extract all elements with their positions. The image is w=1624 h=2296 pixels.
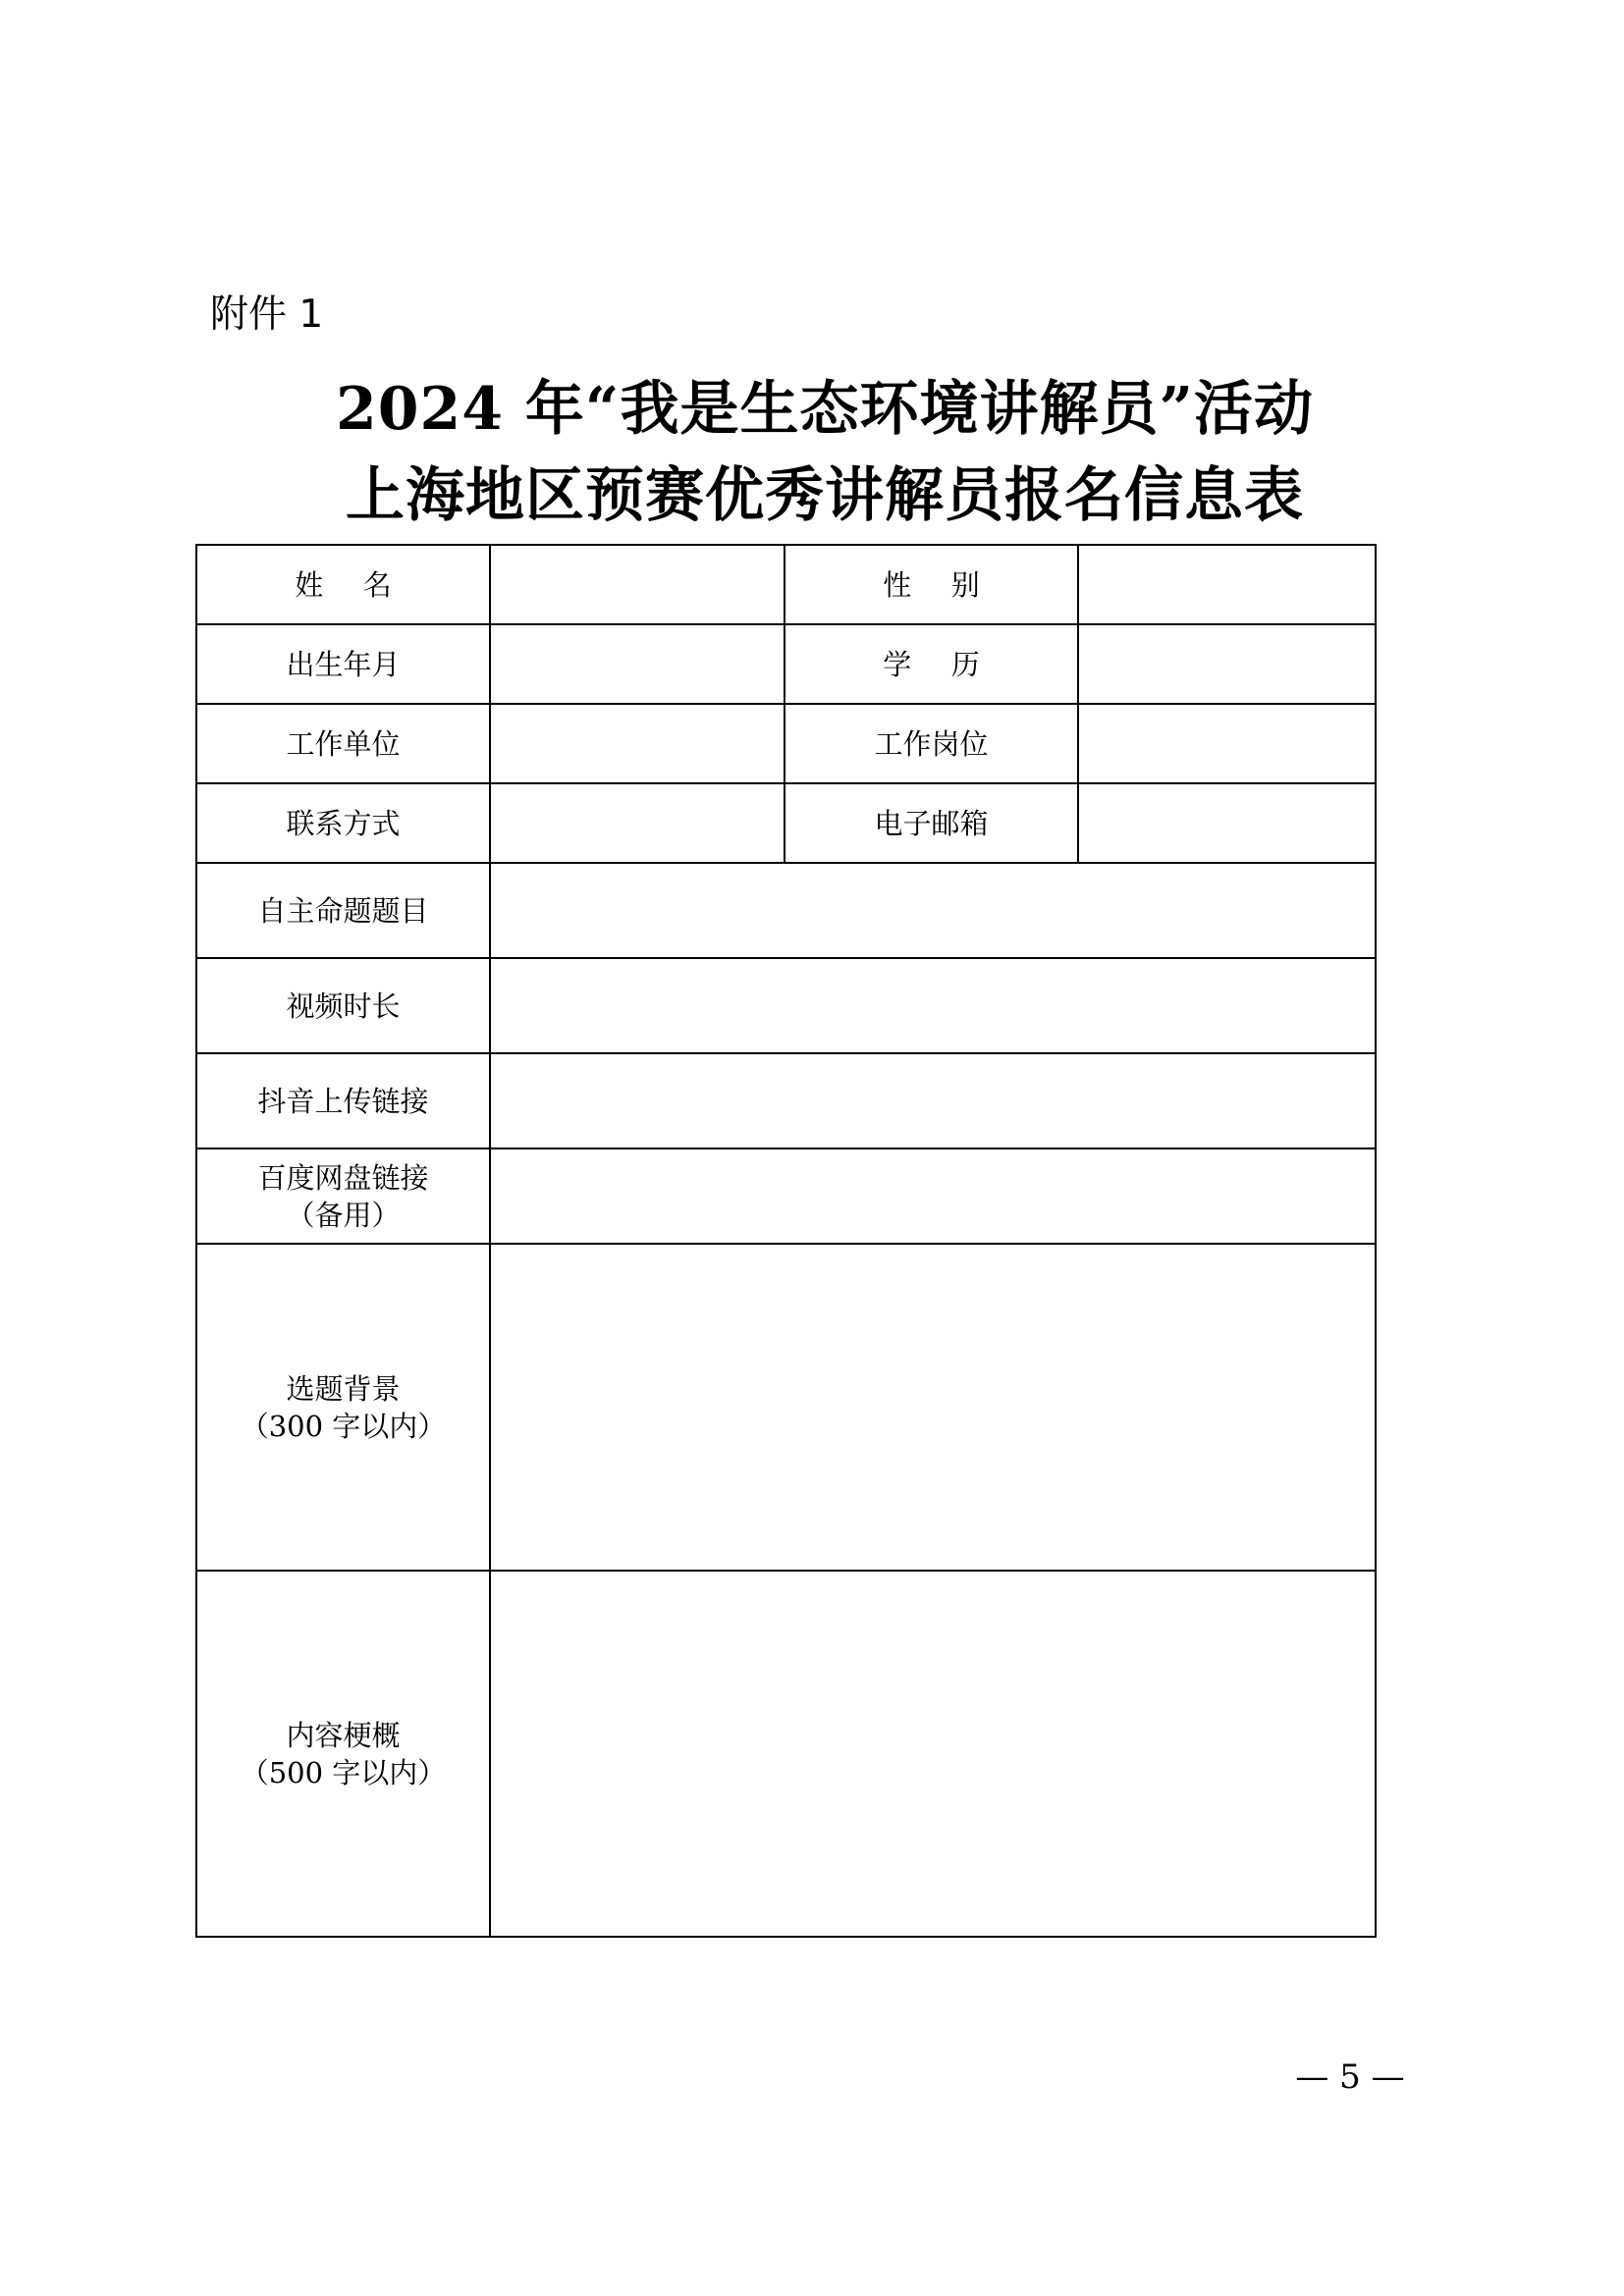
video-length-value-cell[interactable] <box>490 958 1376 1053</box>
table-row-name <box>196 545 1376 624</box>
gender-label: 性别 <box>883 567 1020 602</box>
page-title-line-1: 2024 年“我是生态环境讲解员”活动 <box>336 375 1314 444</box>
education-label-cell <box>785 624 1078 704</box>
education-value-cell[interactable] <box>1078 624 1376 704</box>
contact-value-cell[interactable] <box>490 783 785 863</box>
birth-value-cell[interactable] <box>490 624 785 704</box>
background-sub-label: （300 字以内） <box>240 1409 447 1443</box>
background-label: 选题背景 <box>286 1371 401 1406</box>
name-label: 姓名 <box>295 567 432 602</box>
employer-label: 工作单位 <box>286 726 401 761</box>
background-value-cell[interactable] <box>490 1244 1376 1571</box>
page-number: — 5 — <box>1295 2057 1405 2097</box>
baidu-link-label: 百度网盘链接 <box>257 1160 429 1195</box>
email-label: 电子邮箱 <box>874 806 989 840</box>
education-label: 学历 <box>883 647 1020 681</box>
gender-value-cell[interactable] <box>1078 545 1376 624</box>
video-length-label-cell <box>196 958 490 1053</box>
douyin-link-label-cell <box>196 1053 490 1148</box>
table-row-background <box>196 1244 1376 1571</box>
position-value-cell[interactable] <box>1078 704 1376 783</box>
page-title-line-2: 上海地区预赛优秀讲解员报名信息表 <box>346 461 1304 530</box>
topic-value-cell[interactable] <box>490 863 1376 958</box>
position-label: 工作岗位 <box>874 726 989 761</box>
table-row-birth <box>196 624 1376 704</box>
position-label-cell <box>785 704 1078 783</box>
douyin-link-label: 抖音上传链接 <box>257 1084 429 1118</box>
birth-label-cell <box>196 624 490 704</box>
topic-label: 自主命题题目 <box>257 893 429 928</box>
registration-form-table <box>195 544 1377 1938</box>
table-row-video-length <box>196 958 1376 1053</box>
baidu-link-label-cell <box>196 1148 490 1244</box>
table-row-contact <box>196 783 1376 863</box>
summary-label-cell <box>196 1571 490 1937</box>
email-value-cell[interactable] <box>1078 783 1376 863</box>
summary-label: 内容梗概 <box>286 1718 401 1752</box>
table-row-douyin-link <box>196 1053 1376 1148</box>
table-row-topic <box>196 863 1376 958</box>
baidu-link-sub-label: （备用） <box>286 1198 401 1232</box>
name-value-cell[interactable] <box>490 545 785 624</box>
attachment-label: 附件 1 <box>210 293 324 337</box>
douyin-link-value-cell[interactable] <box>490 1053 1376 1148</box>
contact-label-cell <box>196 783 490 863</box>
table-row-baidu-link <box>196 1148 1376 1244</box>
video-length-label: 视频时长 <box>286 988 401 1023</box>
email-label-cell <box>785 783 1078 863</box>
table-row-work <box>196 704 1376 783</box>
summary-value-cell[interactable] <box>490 1571 1376 1937</box>
employer-value-cell[interactable] <box>490 704 785 783</box>
table-row-summary <box>196 1571 1376 1937</box>
summary-sub-label: （500 字以内） <box>240 1755 447 1789</box>
name-label-cell <box>196 545 490 624</box>
topic-label-cell <box>196 863 490 958</box>
gender-label-cell <box>785 545 1078 624</box>
employer-label-cell <box>196 704 490 783</box>
baidu-link-value-cell[interactable] <box>490 1148 1376 1244</box>
background-label-cell <box>196 1244 490 1571</box>
birth-date-label: 出生年月 <box>286 647 401 681</box>
contact-label: 联系方式 <box>286 806 401 840</box>
